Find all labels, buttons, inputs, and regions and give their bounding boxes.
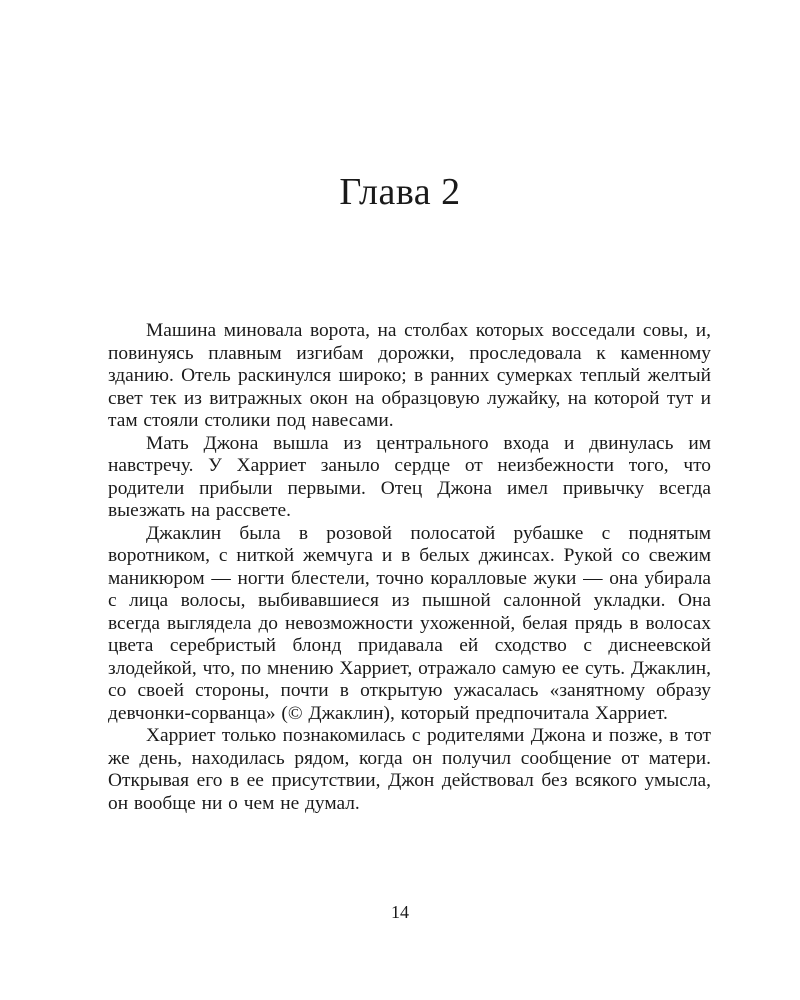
paragraph: Машина миновала ворота, на столбах которых восседали совы, и, повинуясь плавным изгибам дорожки, проследовала к каменному зданию. Отель раскинулся широко; в ранних сумерках теплый желтый свет тек из витражных окон на образцовую лужайку, на которой тут и там стояли столики под навесами. bbox=[108, 320, 711, 431]
paragraph: Джаклин была в розовой полосатой рубашке с поднятым воротником, с ниткой жемчуга и в белых джинсах. Рукой со свежим маникюром — ногти блестели, точно коралловые жуки — она убирала с лица волосы, выбивавшиеся из пышной салонной укладки. Она всегда выглядела до невозможности ухоженной, белая прядь в волосах цвета серебристый блонд придавала ей сходство с диснеевской злодейкой, что, по мнению Харриет, отражало самую ее суть. Джаклин, со своей стороны, почти в открытую ужасалась «занятному образу девчонки-сорванца» (© Джаклин), который предпочитала Харриет. bbox=[108, 522, 711, 724]
paragraph: Мать Джона вышла из центрального входа и двинулась им навстречу. У Харриет заныло сердце от неизбежности того, что родители прибыли первыми. Отец Джона имел привычку всегда выезжать на рассвете. bbox=[108, 432, 711, 521]
paragraph: Харриет только познакомилась с родителями Джона и позже, в тот же день, находилась рядом, когда он получил сообщение от матери. Открывая его в ее присутствии, Джон действовал без всякого умысла, он вообще ни о чем не думал. bbox=[108, 725, 711, 814]
chapter-text bbox=[108, 320, 711, 815]
page-number: 14 bbox=[391, 902, 409, 922]
chapter-title: Глава 2 bbox=[339, 171, 461, 213]
